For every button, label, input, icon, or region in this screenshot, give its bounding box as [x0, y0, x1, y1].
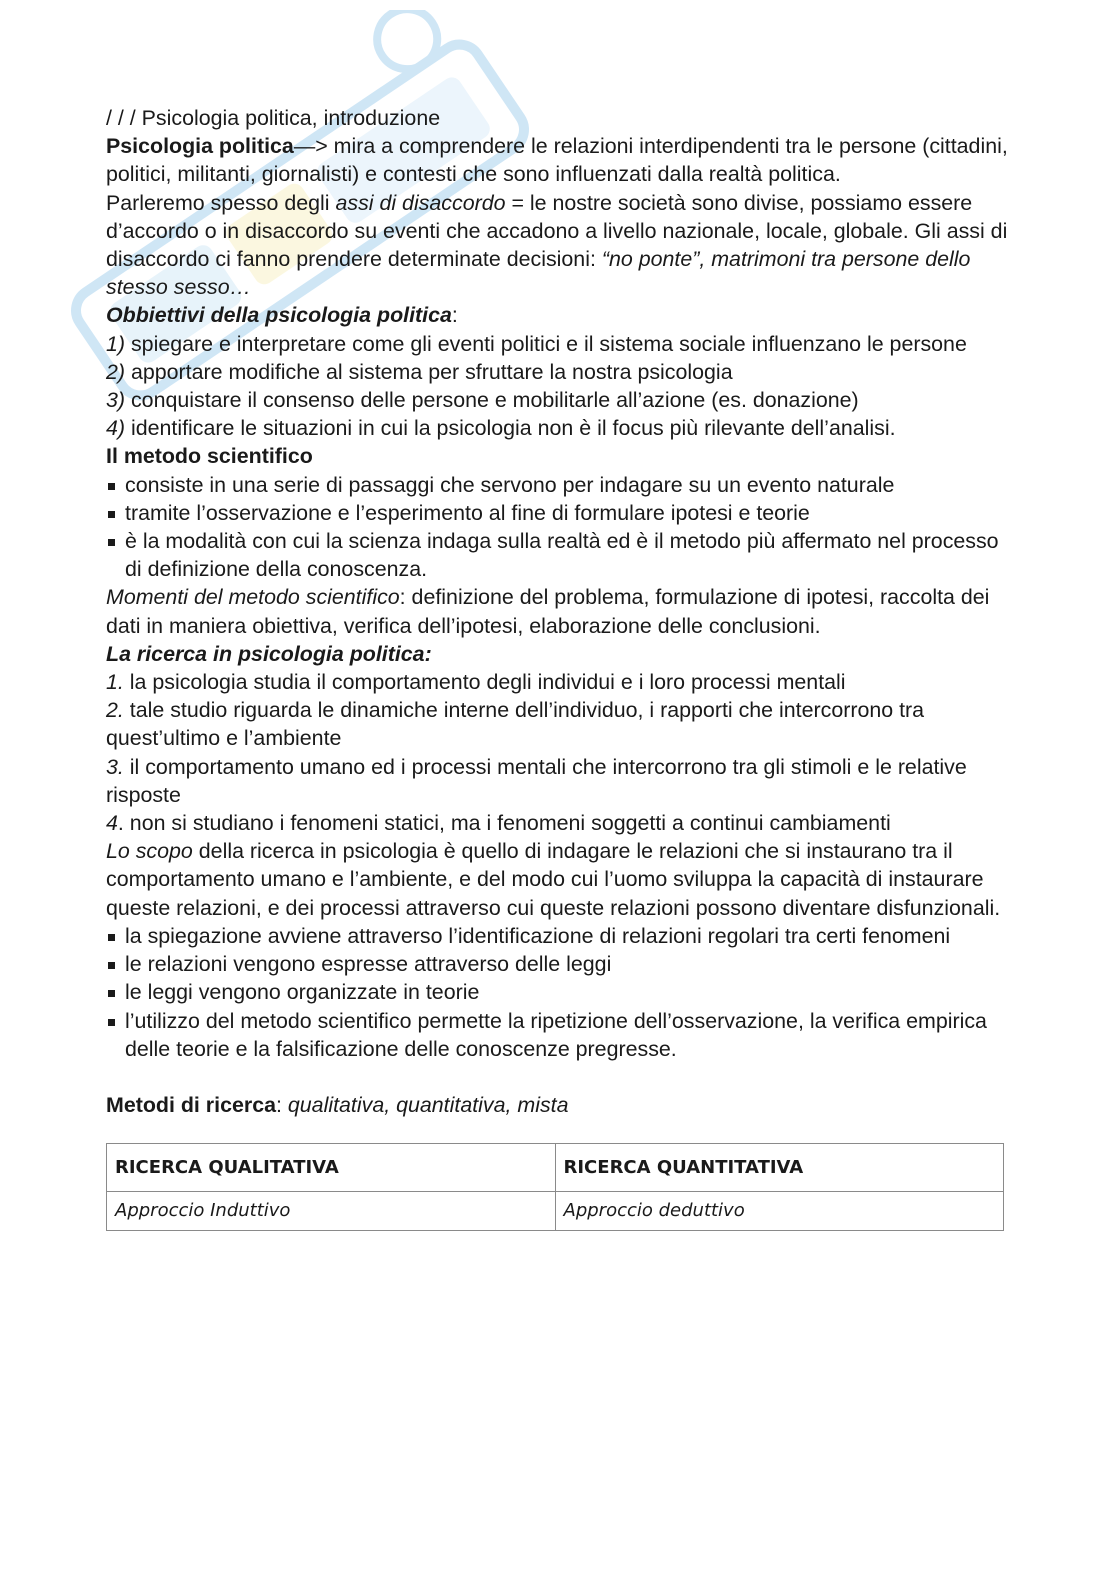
assi-post: = le nostre società sono divise, possiamo essere d’accordo o in disaccordo su eventi che accadono a livello nazionale, locale, globale. Gli assi di disaccordo ci fanno prendere determinate decisioni: [106, 190, 1008, 272]
item-text: conquistare il consenso delle persone e mobilitarle all’azione (es. donazione) [125, 388, 859, 413]
scopo-paragraph [106, 837, 1016, 922]
list-item: le relazioni vengono espresse attraverso delle leggi [106, 950, 1016, 978]
research-table [106, 1143, 1004, 1231]
table-header-cell: RICERCA QUALITATIVA [107, 1144, 556, 1192]
obiettivi-item [106, 414, 1016, 442]
table-cell: Approccio Induttivo [107, 1192, 556, 1231]
obiettivi-item [106, 330, 1016, 358]
assi-paragraph [106, 189, 1016, 302]
metodo-bullets [106, 471, 1016, 584]
table-header-cell: RICERCA QUANTITATIVA [555, 1144, 1004, 1192]
item-number: 4 [106, 811, 118, 836]
list-item: consiste in una serie di passaggi che servono per indagare su un evento naturale [106, 471, 1016, 499]
spacer [106, 1063, 1016, 1091]
item-number: 3. [106, 754, 124, 779]
obiettivi-colon: : [451, 303, 458, 328]
intro-paragraph [106, 132, 1016, 188]
ricerca-bullets [106, 922, 1016, 1063]
momenti-text: : definizione del problema, formulazione di ipotesi, raccolta dei dati in maniera obiettiva, verifica dell’ipotesi, elaborazione delle conclusioni. [106, 585, 990, 638]
table-header-row [107, 1144, 1004, 1192]
page-heading: / / / Psicologia politica, introduzione [106, 106, 441, 130]
table-row [107, 1192, 1004, 1231]
ricerca-item [106, 696, 1016, 752]
item-text: apportare modifiche al sistema per sfruttare la nostra psicologia [125, 359, 733, 384]
obiettivi-title [106, 301, 1016, 329]
metodi-types: qualitativa, quantitativa, mista [287, 1092, 569, 1117]
item-text: spiegare e interpretare come gli eventi politici e il sistema sociale influenzano le persone [125, 331, 967, 356]
ricerca-item [106, 809, 1016, 837]
table-cell: Approccio deduttivo [555, 1192, 1004, 1231]
item-text: . non si studiano i fenomeni statici, ma i fenomeni soggetti a continui cambiamenti [117, 811, 891, 836]
assi-pre: Parleremo spesso degli [106, 190, 336, 215]
intro-definition: —> mira a comprendere le relazioni interdipendenti tra le persone (cittadini, politici, militanti, giornalisti) e contesti che sono influenzati dalla realtà politica. [106, 134, 1008, 187]
metodi-colon: : [276, 1092, 288, 1117]
item-number: 1) [106, 331, 126, 356]
document-page [106, 104, 1016, 1231]
momenti-paragraph [106, 583, 1016, 639]
metodi-line [106, 1091, 1016, 1119]
metodi-title: Metodi di ricerca [106, 1092, 276, 1117]
assi-examples: “no ponte”, matrimoni tra persone dello stesso sesso… [106, 247, 971, 300]
item-text: la psicologia studia il comportamento degli individui e i loro processi mentali [123, 670, 846, 695]
item-text: il comportamento umano ed i processi mentali che intercorrono tra gli stimoli e le relative risposte [106, 754, 967, 807]
list-item: le leggi vengono organizzate in teorie [106, 978, 1016, 1006]
item-number: 2) [106, 359, 126, 384]
momenti-term: Momenti del metodo scientifico [106, 585, 400, 610]
item-text: tale studio riguarda le dinamiche interne dell’individuo, i rapporti che intercorrono tra quest’ultimo e l’ambiente [106, 698, 925, 751]
ricerca-item [106, 668, 1016, 696]
item-number: 4) [106, 416, 126, 441]
metodo-title: Il metodo scientifico [106, 444, 313, 469]
list-item: tramite l’osservazione e l’esperimento al fine di formulare ipotesi e teorie [106, 499, 1016, 527]
item-number: 2. [106, 698, 124, 723]
list-item: l’utilizzo del metodo scientifico permette la ripetizione dell’osservazione, la verifica empirica delle teorie e la falsificazione delle conoscenze pregresse. [106, 1007, 1016, 1063]
obiettivi-title-text: Obbiettivi della psicologia politica [106, 303, 452, 328]
item-number: 3) [106, 388, 126, 413]
assi-term: assi di disaccordo [335, 190, 506, 215]
ricerca-title: La ricerca in psicologia politica: [106, 641, 432, 666]
obiettivi-item [106, 386, 1016, 414]
list-item: la spiegazione avviene attraverso l’identificazione di relazioni regolari tra certi fenomeni [106, 922, 1016, 950]
scopo-term: Lo scopo [106, 839, 193, 864]
intro-term: Psicologia politica [106, 134, 294, 159]
item-number: 1. [106, 670, 124, 695]
ricerca-item [106, 753, 1016, 809]
obiettivi-item [106, 358, 1016, 386]
list-item: è la modalità con cui la scienza indaga sulla realtà ed è il metodo più affermato nel processo di definizione della conoscenza. [106, 527, 1016, 583]
item-text: identificare le situazioni in cui la psicologia non è il focus più rilevante dell’analisi. [125, 416, 896, 441]
scopo-text: della ricerca in psicologia è quello di indagare le relazioni che si instaurano tra il comportamento umano e l’ambiente, e del modo cui l’uomo sviluppa la capacità di instaurare queste relazioni, e dei processi attraverso cui queste relazioni possono diventare disfunzionali. [106, 839, 1001, 920]
